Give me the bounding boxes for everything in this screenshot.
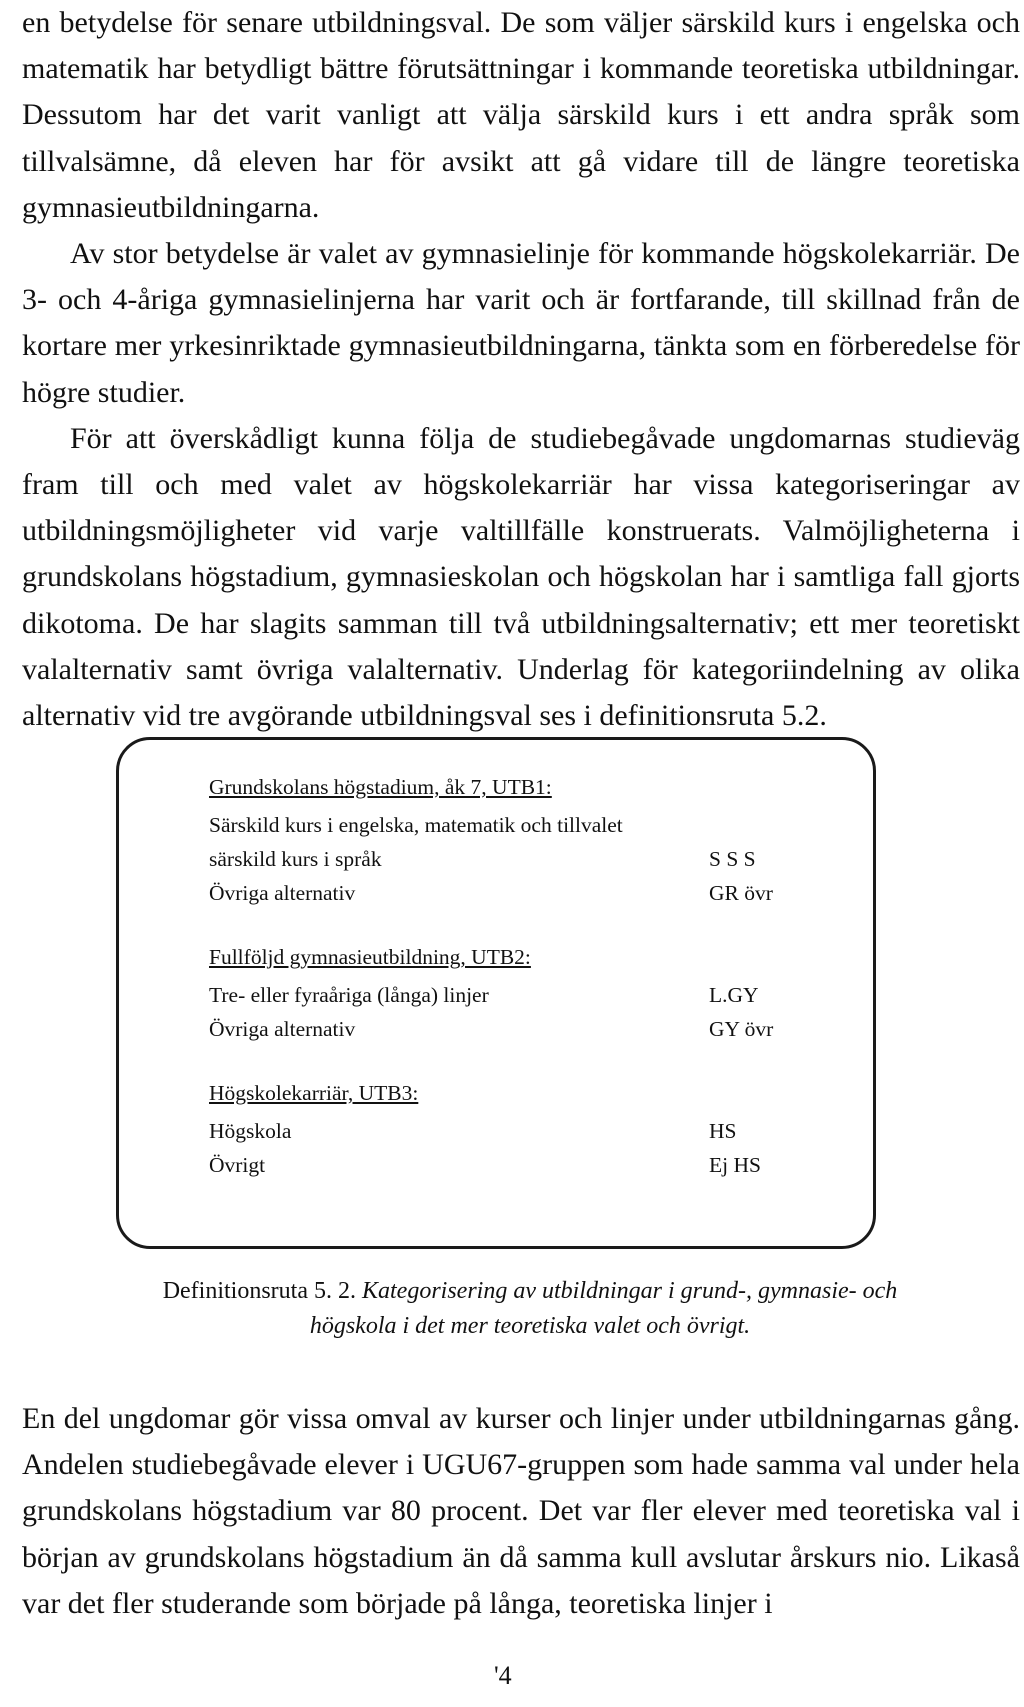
definition-row — [209, 876, 819, 910]
definition-row — [209, 1114, 819, 1148]
definition-section-utb2 — [209, 940, 819, 1046]
row-code: GY övr — [709, 1017, 774, 1041]
row-code: HS — [709, 1119, 737, 1143]
row-code: L.GY — [709, 983, 759, 1007]
paragraph-4: En del ungdomar gör vissa omval av kurser och linjer under utbildningarnas gång. Andelen studiebegåvade elever i UGU67-gruppen som hade samma val under hela grundskolans högstadium var 80 procent. Det var fler elever med teoretiska val i början av grundskolans högstadium än då samma kull avslutar årskurs nio. Likaså var det fler studerande som började på långa, teoretiska linjer i — [22, 1402, 1020, 1620]
section-heading: Grundskolans högstadium, åk 7, UTB1: — [209, 775, 552, 799]
row-code: Ej HS — [709, 1153, 761, 1177]
page-number: '4 — [494, 1661, 512, 1690]
definition-box — [116, 737, 876, 1249]
paragraph-2: Av stor betydelse är valet av gymnasielinje för kommande högskolekarriär. De 3- och 4-åriga gymnasielinjerna har varit och är fortfarande, till skillnad från de kortare mer yrkesinriktade gymnasieutbildningarna, tänkta som en förberedelse för högre studier. — [22, 237, 1020, 409]
row-label: Övriga alternativ — [209, 881, 356, 905]
body-text-top — [22, 0, 1020, 739]
paragraph-3: För att överskådligt kunna följa de studiebegåvade ungdomarnas studieväg fram till och med valet av högskolekarriär har vissa kategoriseringar av utbildningsmöjligheter vid varje valtillfälle konstruerats. Valmöjligheterna i grundskolans högstadium, gymnasieskolan och högskolan har i samtliga fall gjorts dikotoma. De har slagits samman till två utbildningsalternativ; ett mer teoretiskt valalternativ samt övriga valalternativ. Underlag för kategoriindelning av olika alternativ vid tre avgörande utbildningsval ses i definitionsruta 5.2. — [22, 421, 1020, 733]
body-text-bottom — [22, 1396, 1020, 1627]
caption-prefix: Definitionsruta 5. 2. — [162, 1278, 356, 1304]
caption-text: Kategorisering av utbildningar i grund-, gymnasie- och högskola i det mer teoretiska valet och övrigt. — [309, 1278, 898, 1339]
row-label: Högskola — [209, 1119, 292, 1143]
row-label: Övriga alternativ — [209, 1017, 356, 1041]
definition-section-utb3 — [209, 1076, 819, 1182]
paragraph-1: en betydelse för senare utbildningsval. De som väljer särskild kurs i engelska och matematik har betydligt bättre förutsättningar i kommande teoretiska utbildningar. Dessutom har det varit vanligt att välja särskild kurs i ett andra språk som tillvalsämne, då eleven har för avsikt att gå vidare till de längre teoretiska gymnasieutbildningarna. — [22, 6, 1020, 224]
row-code: GR övr — [709, 881, 773, 905]
definition-row — [209, 978, 819, 1012]
definition-row — [209, 808, 819, 876]
definition-row — [209, 1012, 819, 1046]
row-label: Övrigt — [209, 1153, 266, 1177]
row-label: Särskild kurs i engelska, matematik och tillvalet särskild kurs i språk — [209, 813, 623, 871]
section-heading: Högskolekarriär, UTB3: — [209, 1081, 419, 1105]
section-heading: Fullföljd gymnasieutbildning, UTB2: — [209, 945, 531, 969]
figure-caption — [120, 1274, 940, 1344]
row-label: Tre- eller fyraåriga (långa) linjer — [209, 983, 489, 1007]
definition-section-utb1 — [209, 770, 819, 910]
definition-row — [209, 1148, 819, 1182]
row-code: S S S — [709, 847, 756, 871]
definition-box-content — [209, 770, 819, 1212]
